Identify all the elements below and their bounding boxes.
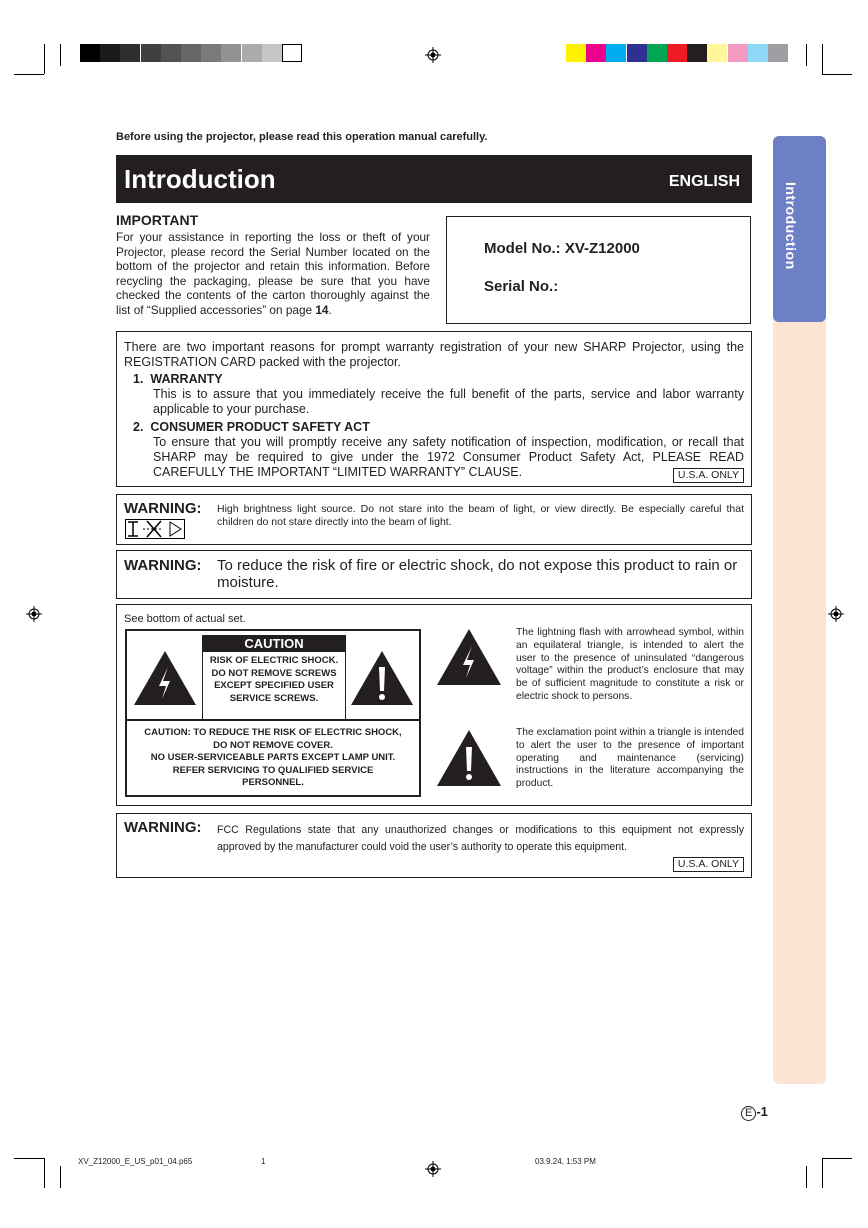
usa-only-badge: U.S.A. ONLY	[673, 468, 744, 483]
model-number: Model No.: XV-Z12000	[484, 240, 640, 257]
important-body	[116, 230, 430, 318]
caution-lower-line: NO USER-SERVICEABLE PARTS EXCEPT LAMP UNIT.	[150, 752, 396, 763]
see-bottom-note: See bottom of actual set.	[124, 613, 246, 625]
page-num: -1	[756, 1104, 768, 1119]
footer-filename: XV_Z12000_E_US_p01_04.p65	[78, 1157, 193, 1166]
page-number	[741, 1104, 768, 1121]
color-swatch	[606, 44, 626, 62]
color-swatch	[667, 44, 687, 62]
item-text: This is to assure that you immediately receive the full benefit of the parts, service and labor warranty applicable to your purchase.	[153, 387, 744, 416]
gray-swatch	[141, 44, 161, 62]
caution-lower-line: REFER SERVICING TO QUALIFIED SERVICE	[172, 764, 374, 776]
language-label: ENGLISH	[668, 173, 740, 190]
preface-text: Before using the projector, please read this operation manual carefully.	[116, 131, 488, 143]
page-reference: 14	[315, 302, 329, 317]
caution-label	[125, 629, 421, 797]
laser-warning-icon	[125, 519, 185, 539]
warning-box-fcc	[116, 813, 752, 878]
caution-divider	[127, 719, 419, 721]
color-swatch	[768, 44, 788, 62]
gray-swatch	[181, 44, 201, 62]
crop-mark	[44, 44, 45, 74]
page-title: Introduction	[124, 164, 276, 194]
warning-text: FCC Regulations state that any unauthorized changes or modifications to this equipment not expressly approved by the manufacturer could void the user’s authority to operate this equipment.	[217, 824, 744, 853]
warning-box-moisture	[116, 550, 752, 599]
crop-mark	[806, 44, 807, 66]
gray-swatch	[242, 44, 262, 62]
warning-text: High brightness light source. Do not stare into the beam of light, or view directly. Be especially careful that children do not stare directly into the beam of light.	[217, 503, 744, 528]
side-tab-label: Introduction	[783, 182, 799, 270]
item-number: 2.	[133, 420, 144, 434]
color-swatch	[627, 44, 647, 62]
caution-section	[116, 604, 752, 806]
color-swatch	[586, 44, 606, 62]
usa-only-badge: U.S.A. ONLY	[673, 857, 744, 872]
exclamation-warning-icon	[349, 649, 415, 707]
page-letter: E	[741, 1106, 756, 1121]
gray-swatch	[282, 44, 302, 62]
gray-swatch	[161, 44, 181, 62]
crop-mark	[822, 74, 852, 75]
crop-mark	[14, 1158, 44, 1159]
registration-intro: There are two important reasons for prompt warranty registration of your new SHARP Projector, using the REGISTRATION CARD packed with the projector.	[124, 340, 744, 369]
caution-lower-line: DO NOT REMOVE COVER.	[213, 739, 333, 751]
gray-swatch	[201, 44, 221, 62]
crop-mark	[44, 1158, 45, 1188]
caution-lower-line: PERSONNEL.	[242, 777, 304, 788]
crop-mark	[822, 1158, 852, 1159]
warning-text: To reduce the risk of fire or electric shock, do not expose this product to rain or moisture.	[217, 557, 738, 591]
list-item	[133, 372, 744, 417]
gray-swatch	[262, 44, 282, 62]
crop-mark	[822, 44, 823, 74]
warning-label: WARNING:	[124, 819, 202, 836]
caution-title: CAUTION	[203, 636, 345, 652]
gray-swatch	[221, 44, 241, 62]
color-swatch	[748, 44, 768, 62]
important-heading: IMPORTANT	[116, 212, 199, 228]
caution-line: SERVICE SCREWS.	[229, 692, 319, 704]
footer-date: 03.9.24, 1:53 PM	[535, 1157, 596, 1166]
warning-label: WARNING:	[124, 500, 202, 517]
color-swatch	[687, 44, 707, 62]
warning-box-light	[116, 494, 752, 545]
exclamation-explanation: The exclamation point within a triangle is intended to alert the user to the presence of important operating and maintenance (servicing) instructions in the literature accompanying the product.	[516, 727, 744, 790]
item-number: 1.	[133, 372, 144, 386]
registration-mark-icon	[425, 47, 441, 63]
color-swatch	[728, 44, 748, 62]
color-swatch	[566, 44, 586, 62]
section-header	[116, 155, 752, 203]
crop-mark	[822, 1158, 823, 1188]
color-swatch	[647, 44, 667, 62]
registration-mark-icon	[425, 1161, 441, 1177]
crop-mark	[60, 44, 61, 66]
side-tab[interactable]	[773, 136, 826, 322]
crop-mark	[14, 74, 44, 75]
lightning-explanation: The lightning flash with arrowhead symbol, within an equilateral triangle, is intended to alert the user to the presence of uninsulated “dangerous voltage” within the product’s enclosure that may be of sufficient magnitude to constitute a risk or electric shock to persons.	[516, 627, 744, 702]
caution-lower-line: CAUTION: TO REDUCE THE RISK OF ELECTRIC SHOCK,	[144, 727, 402, 738]
lightning-symbol-icon	[435, 627, 503, 687]
registration-box	[116, 331, 752, 487]
caution-inner	[202, 635, 346, 721]
list-item	[133, 420, 744, 480]
caution-line: RISK OF ELECTRIC SHOCK.	[209, 655, 339, 666]
item-title: CONSUMER PRODUCT SAFETY ACT	[150, 420, 370, 434]
caution-line: EXCEPT SPECIFIED USER	[214, 680, 334, 691]
color-swatch	[707, 44, 727, 62]
caution-line: DO NOT REMOVE SCREWS	[211, 667, 337, 679]
gray-swatch	[120, 44, 140, 62]
exclamation-symbol-icon	[435, 728, 503, 788]
registration-mark-icon	[26, 606, 42, 622]
serial-number: Serial No.:	[484, 278, 559, 295]
item-text: To ensure that you will promptly receive any safety notification of inspection, modification, or recall that SHARP may be required to give under the 1972 Consumer Product Safety Act, PLEASE READ CAREFULLY THE IMPORTANT “LIMITED WARRANTY” CLAUSE.	[153, 435, 744, 479]
gray-swatch	[80, 44, 100, 62]
model-serial-box	[446, 216, 751, 324]
crop-mark	[806, 1166, 807, 1188]
warning-label: WARNING:	[124, 557, 202, 574]
lightning-warning-icon	[132, 649, 198, 707]
gray-swatch	[100, 44, 120, 62]
crop-mark	[60, 1166, 61, 1188]
important-text: For your assistance in reporting the loss or theft of your Projector, please record the Serial Number located on the bottom of the projector and retain this information. Before recycling the packaging, please be sure that you have checked the contents of the carton thoroughly against the list of “Supplied accessories” on page	[116, 230, 430, 317]
registration-mark-icon	[828, 606, 844, 622]
important-end: .	[328, 302, 332, 317]
footer-page: 1	[261, 1157, 266, 1166]
item-title: WARRANTY	[150, 372, 223, 386]
caution-lower-text	[127, 727, 419, 790]
